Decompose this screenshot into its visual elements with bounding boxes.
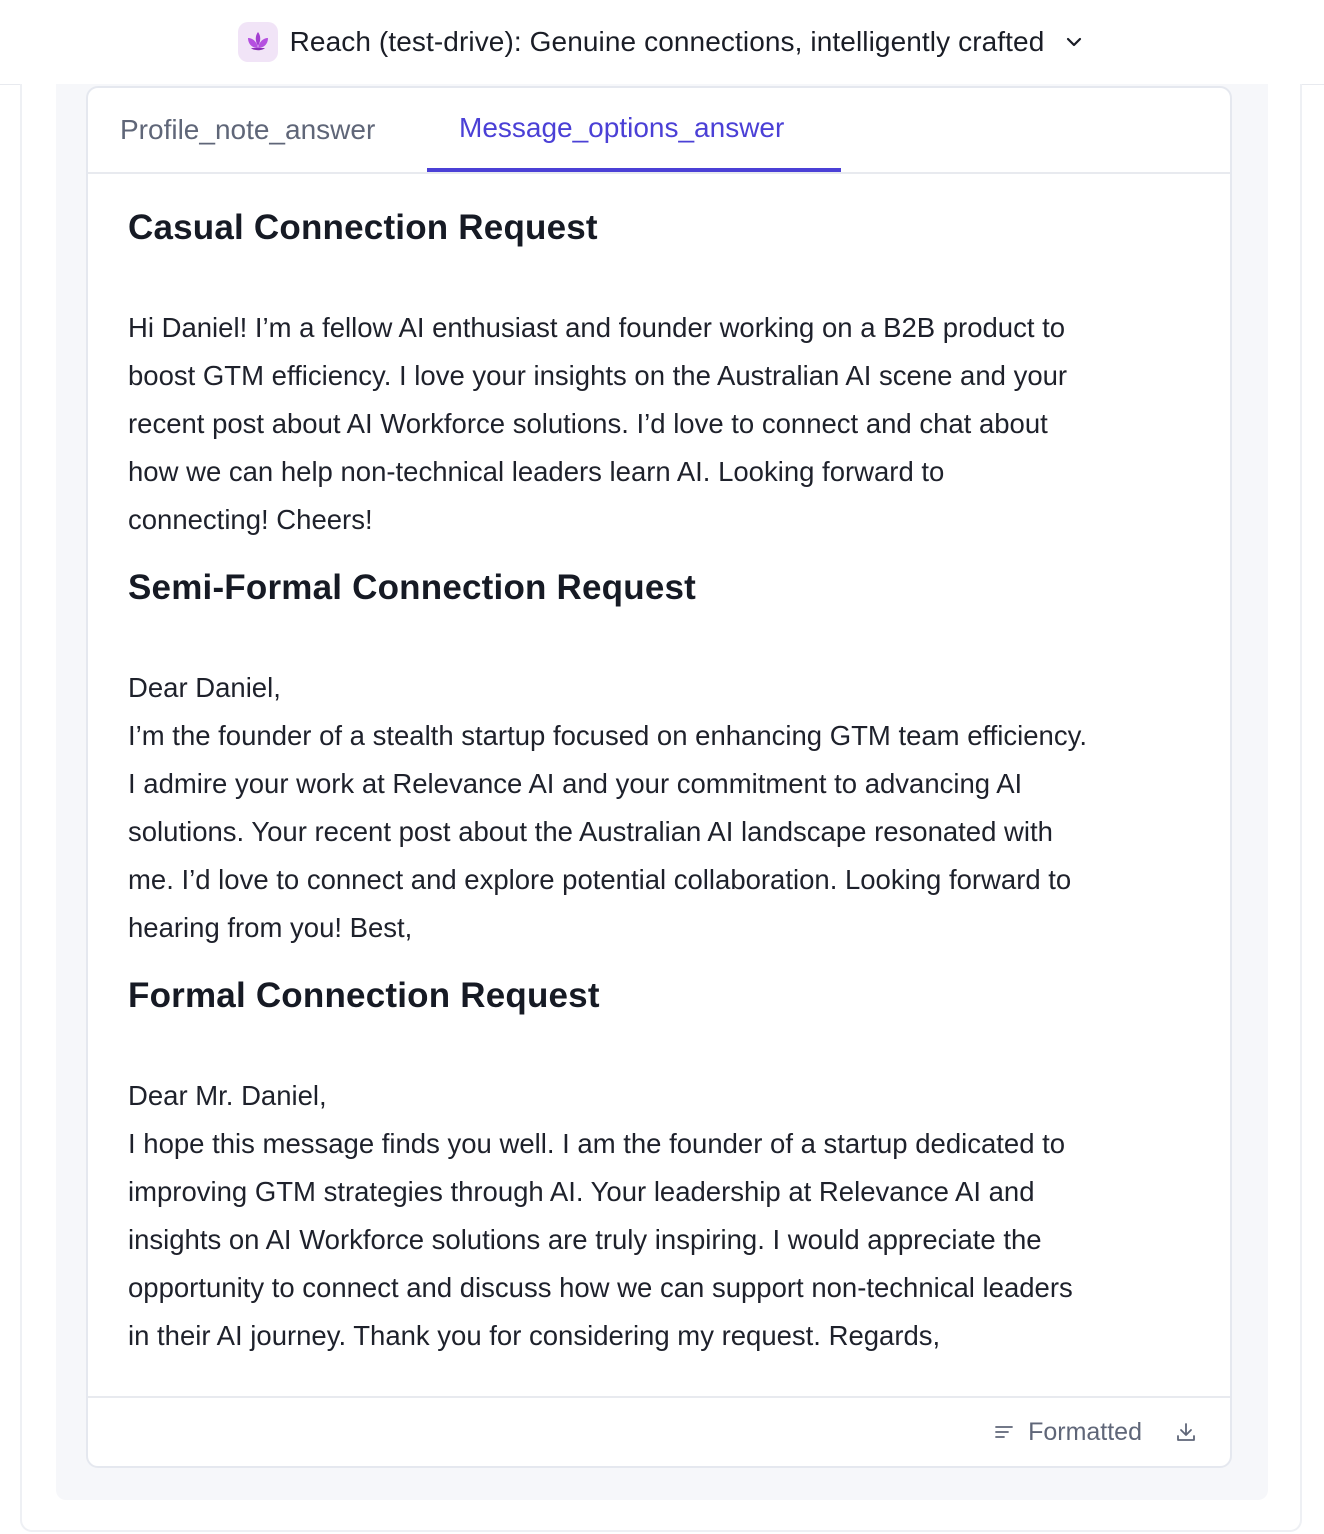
- download-icon[interactable]: [1172, 1418, 1200, 1446]
- text-line: improving GTM strategies through AI. Your leadership at Relevance AI and: [128, 1176, 1035, 1207]
- text-line: Dear Mr. Daniel,: [128, 1080, 327, 1111]
- section-body-formal: [128, 1072, 1228, 1360]
- app-title: Reach (test-drive): Genuine connections, intelligently crafted: [289, 26, 1045, 57]
- text-line: I hope this message finds you well. I am the founder of a startup dedicated to: [128, 1128, 1066, 1159]
- chevron-down-icon[interactable]: [1062, 30, 1086, 54]
- tab-label: Message_options_answer: [459, 112, 785, 143]
- text-line: how we can help non-technical leaders learn AI. Looking forward to: [128, 456, 945, 487]
- text-line: in their AI journey. Thank you for considering my request. Regards,: [128, 1320, 941, 1351]
- tab-profile-note-answer[interactable]: [88, 88, 407, 172]
- text-line: hearing from you! Best,: [128, 912, 413, 943]
- formatted-toggle-button[interactable]: [994, 1418, 1142, 1447]
- section-body-semi-formal: [128, 664, 1228, 952]
- section-title-casual: Casual Connection Request: [128, 208, 598, 247]
- text-line: Dear Daniel,: [128, 672, 281, 703]
- tab-label: Profile_note_answer: [120, 114, 376, 145]
- section-title-semi-formal: Semi-Formal Connection Request: [128, 568, 697, 607]
- card-footer: [88, 1396, 1230, 1466]
- app-header: [0, 0, 1324, 85]
- text-line: solutions. Your recent post about the Australian AI landscape resonated with: [128, 816, 1053, 847]
- section-title-formal: Formal Connection Request: [128, 976, 600, 1015]
- text-line: Hi Daniel! I’m a fellow AI enthusiast and founder working on a B2B product to: [128, 312, 1066, 343]
- text-line: I’m the founder of a stealth startup focused on enhancing GTM team efficiency.: [128, 720, 1087, 751]
- text-line: I admire your work at Relevance AI and your commitment to advancing AI: [128, 768, 1023, 799]
- text-line: recent post about AI Workforce solutions. I’d love to connect and chat about: [128, 408, 1048, 439]
- lotus-icon: [238, 22, 278, 62]
- formatted-label: Formatted: [1028, 1417, 1142, 1446]
- output-card: [86, 86, 1232, 1468]
- align-left-icon: [994, 1418, 1014, 1447]
- text-line: me. I’d love to connect and explore potential collaboration. Looking forward to: [128, 864, 1072, 895]
- tab-bar: [88, 88, 1230, 174]
- text-line: opportunity to connect and discuss how we can support non-technical leaders: [128, 1272, 1073, 1303]
- tab-message-options-answer[interactable]: [427, 88, 841, 172]
- text-line: insights on AI Workforce solutions are truly inspiring. I would appreciate the: [128, 1224, 1042, 1255]
- section-body-casual: [128, 304, 1228, 544]
- text-line: connecting! Cheers!: [128, 504, 373, 535]
- text-line: boost GTM efficiency. I love your insights on the Australian AI scene and your: [128, 360, 1068, 391]
